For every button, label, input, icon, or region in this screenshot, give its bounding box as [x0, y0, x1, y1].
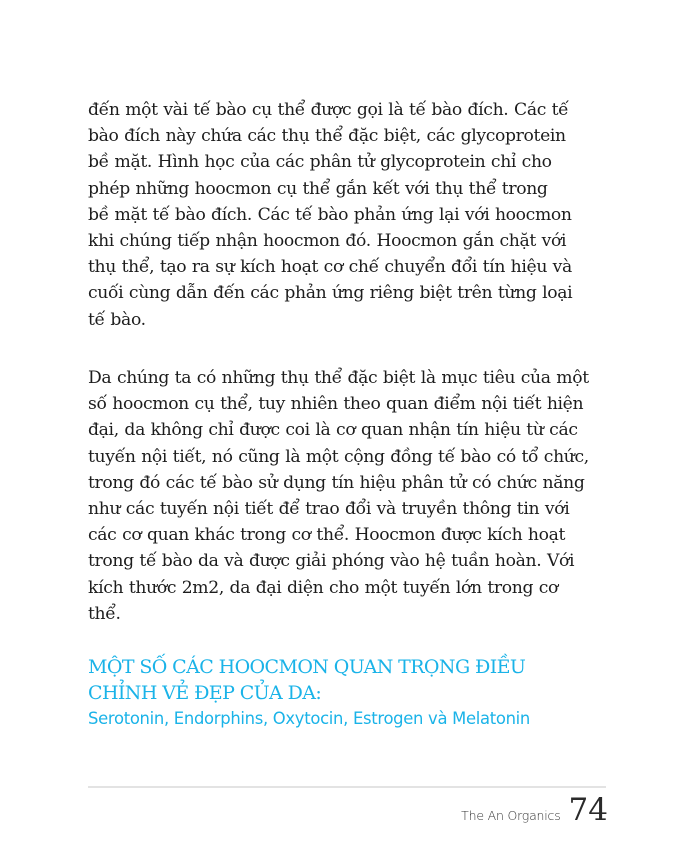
heading-line: MỘT SỐ CÁC HOOCMON QUAN TRỌNG ĐIỀU — [88, 656, 526, 678]
text-line: bề mặt tế bào đích. Các tế bào phản ứng lại với hoocmon — [88, 204, 572, 225]
brand-name: The An Organics — [461, 808, 561, 823]
text-line: tuyến nội tiết, nó cũng là một cộng đồng tế bào có tổ chức, — [88, 446, 589, 467]
page-footer — [461, 793, 608, 827]
text-line: bề mặt. Hình học của các phân tử glycoprotein chỉ cho — [88, 152, 552, 173]
text-line: đến một vài tế bào cụ thể được gọi là tế bào đích. Các tế — [88, 100, 569, 120]
text-line: số hoocmon cụ thể, tuy nhiên theo quan điểm nội tiết hiện — [88, 394, 584, 415]
page-number: 74 — [568, 792, 608, 828]
section-heading — [88, 654, 648, 706]
text-line: như các tuyến nội tiết để trao đổi và truyền thông tin với — [88, 499, 570, 520]
text-line: phép những hoocmon cụ thể gắn kết với thụ thể trong — [88, 178, 548, 199]
text-line: đại, da không chỉ được coi là cơ quan nhận tín hiệu từ các — [88, 420, 578, 441]
text-line: kích thước 2m2, da đại diện cho một tuyến lớn trong cơ — [88, 577, 559, 598]
section-subheading: Serotonin, Endorphins, Oxytocin, Estrogen và Melatonin — [88, 709, 531, 728]
text-line: thụ thể, tạo ra sự kích hoạt cơ chế chuyển đổi tín hiệu và — [88, 257, 572, 278]
text-line: trong đó các tế bào sử dụng tín hiệu phân tử có chức năng — [88, 472, 585, 493]
text-line: trong tế bào da và được giải phóng vào hệ tuần hoàn. Với — [88, 551, 575, 572]
text-line: Da chúng ta có những thụ thể đặc biệt là mục tiêu của một — [88, 368, 589, 388]
heading-line: CHỈNH VẺ ĐẸP CỦA DA: — [88, 682, 322, 704]
text-line: bào đích này chứa các thụ thể đặc biệt, các glycoprotein — [88, 126, 566, 147]
text-line: khi chúng tiếp nhận hoocmon đó. Hoocmon gắn chặt với — [88, 231, 567, 252]
paragraph-skin-endocrine — [88, 365, 628, 627]
text-line: các cơ quan khác trong cơ thể. Hoocmon được kích hoạt — [88, 525, 566, 546]
paragraph-hormone-receptors — [88, 97, 628, 333]
text-line: thể. — [88, 603, 121, 624]
text-line: cuối cùng dẫn đến các phản ứng riêng biệt trên từng loại — [88, 283, 573, 304]
text-line: tế bào. — [88, 309, 146, 330]
footer-divider — [88, 786, 606, 788]
